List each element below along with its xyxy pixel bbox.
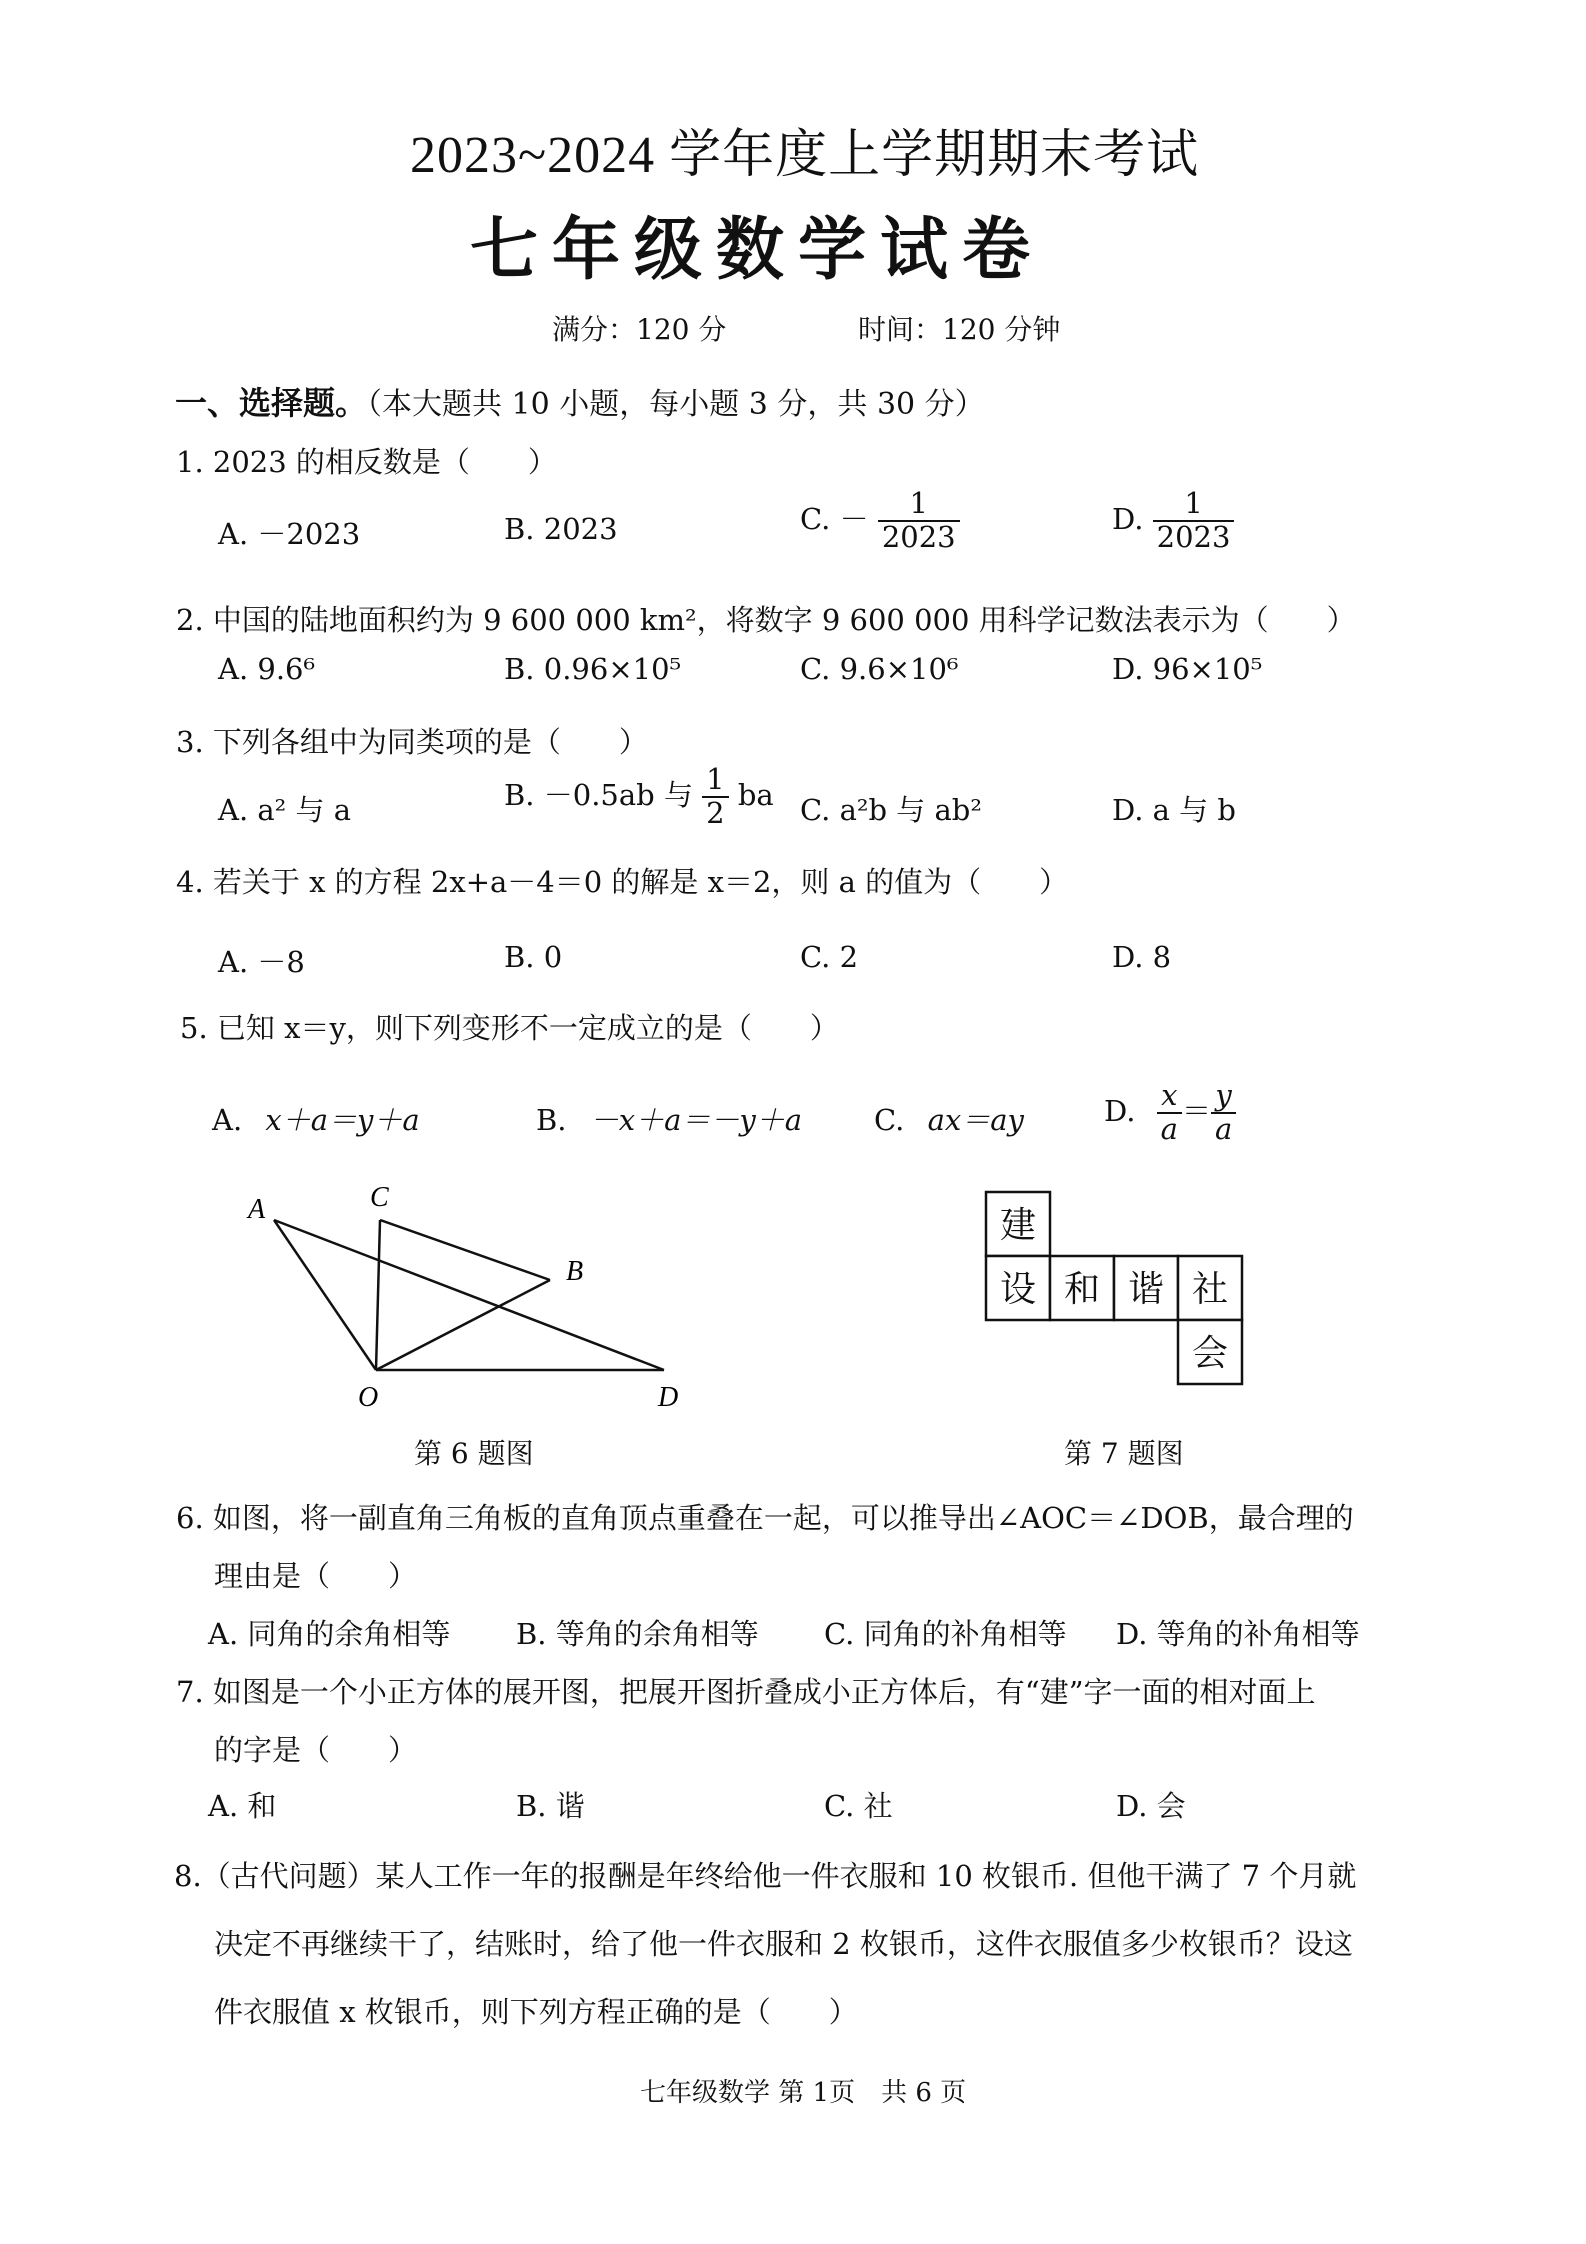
q5-d-numerator-x: x (1161, 1078, 1178, 1112)
q7-stem-line2: 的字是（ ） (214, 1733, 418, 1767)
figure-6-caption: 第 6 题图 (414, 1437, 534, 1470)
q4-option-c: C. 2 (800, 940, 859, 974)
section-note: （本大题共 10 小题，每小题 3 分，共 30 分） (367, 387, 985, 422)
figure-7-caption: 第 7 题图 (1064, 1437, 1184, 1470)
cube-char-2: 设 (999, 1269, 1037, 1310)
page-footer: 七年级数学 第 1页 共 6 页 (640, 2078, 967, 2108)
q5-option-c-expr: ax＝ay (927, 1103, 1024, 1137)
q6-stem-line2: 理由是（ ） (214, 1559, 418, 1593)
q6-option-b: B. 等角的余角相等 (516, 1617, 759, 1651)
q4-option-d: D. 8 (1112, 940, 1172, 974)
label-a: A (248, 1194, 266, 1225)
q3-option-b (504, 764, 774, 830)
q3-option-b-fraction (702, 764, 728, 830)
q5-d-fraction-right (1211, 1080, 1236, 1146)
q4-option-b: B. 0 (504, 940, 563, 974)
label-o: O (358, 1382, 379, 1413)
q3-b-denominator: 2 (702, 796, 728, 830)
label-b: B (566, 1256, 584, 1287)
q5-option-c (874, 1098, 1024, 1139)
q5-d-numerator-y: y (1215, 1078, 1232, 1112)
q5-option-c-label: C. (874, 1103, 905, 1137)
q1-option-c-fraction (878, 488, 960, 554)
q3-option-b-suffix: ba (737, 777, 774, 812)
q1-option-d-prefix: D. (1112, 501, 1153, 536)
q5-option-d (1104, 1080, 1236, 1146)
cube-char-1: 建 (999, 1205, 1037, 1246)
q1-d-numerator: 1 (1184, 486, 1203, 520)
q1-option-d (1112, 488, 1234, 554)
q1-c-denominator: 2023 (878, 520, 960, 554)
figure-7-cube-net (980, 1186, 1250, 1392)
q5-d-equals: ＝ (1181, 1093, 1211, 1128)
q5-d-denominator-a2: a (1211, 1112, 1236, 1146)
line-a-d (274, 1220, 664, 1370)
exam-title: 2023~2024 学年度上学期期末考试 (410, 127, 1200, 184)
q5-option-b (536, 1098, 802, 1139)
label-c: C (370, 1182, 389, 1213)
q5-option-b-expr: －x＋a＝－y＋a (589, 1103, 803, 1137)
q2-option-a: A. 9.6⁶ (218, 652, 316, 686)
q6-option-a: A. 同角的余角相等 (208, 1617, 451, 1651)
q8-line3: 件衣服值 x 枚银币，则下列方程正确的是（ ） (214, 1995, 858, 2029)
q6-option-d: D. 等角的补角相等 (1116, 1617, 1360, 1651)
q1-option-d-fraction (1153, 488, 1235, 554)
q2-option-b: B. 0.96×10⁵ (504, 652, 682, 686)
q5-stem: 5. 已知 x＝y，则下列变形不一定成立的是（ ） (180, 1011, 839, 1045)
line-c-o (376, 1220, 380, 1370)
q8-line1: 8.（古代问题）某人工作一年的报酬是年终给他一件衣服和 10 枚银币. 但他干满了 7 个月就 (174, 1859, 1357, 1893)
q3-option-c: C. a²b 与 ab² (800, 793, 982, 827)
q2-stem: 2. 中国的陆地面积约为 9 600 000 km²，将数字 9 600 000 用科学记数法表示为（ ） (176, 603, 1356, 637)
q4-stem: 4. 若关于 x 的方程 2x+a－4＝0 的解是 x＝2，则 a 的值为（ ） (176, 865, 1069, 899)
q3-stem: 3. 下列各组中为同类项的是（ ） (176, 725, 648, 759)
q7-stem-line1: 7. 如图是一个小正方体的展开图，把展开图折叠成小正方体后，有“建”字一面的相对面上 (176, 1675, 1316, 1709)
q5-option-d-label: D. (1104, 1093, 1136, 1128)
q1-option-b: B. 2023 (504, 512, 618, 546)
q7-option-a: A. 和 (208, 1789, 277, 1823)
q7-option-c: C. 社 (824, 1789, 893, 1823)
time-limit: 时间：120 分钟 (858, 313, 1061, 346)
q1-stem: 1. 2023 的相反数是（ ） (176, 445, 557, 479)
q1-option-c (800, 488, 960, 554)
q1-option-c-prefix: C. － (800, 501, 869, 536)
label-d: D (658, 1382, 679, 1413)
section-title: 一、选择题。 (175, 384, 368, 422)
q3-option-a: A. a² 与 a (218, 793, 352, 827)
q4-option-a: A. －8 (218, 945, 305, 979)
section-heading (175, 378, 985, 424)
q5-d-denominator-a1: a (1157, 1112, 1182, 1146)
q3-option-b-prefix: B. －0.5ab 与 (504, 777, 693, 812)
q5-option-a-expr: x＋a＝y＋a (265, 1103, 420, 1137)
q2-option-d: D. 96×10⁵ (1112, 652, 1263, 686)
q6-stem-line1: 6. 如图，将一副直角三角板的直角顶点重叠在一起，可以推导出∠AOC＝∠DOB，最合理的 (176, 1501, 1354, 1535)
q1-option-a: A. －2023 (218, 517, 361, 551)
q1-c-numerator: 1 (909, 486, 928, 520)
line-a-o (274, 1220, 376, 1370)
cube-char-5: 社 (1191, 1269, 1229, 1310)
figure-6-triangles (230, 1170, 710, 1420)
q7-option-d: D. 会 (1116, 1789, 1186, 1823)
q5-option-b-label: B. (536, 1103, 567, 1137)
q3-b-numerator: 1 (706, 762, 725, 796)
cube-char-3: 和 (1063, 1269, 1101, 1310)
q3-option-d: D. a 与 b (1112, 793, 1236, 827)
exam-subtitle: 七年级数学试卷 (470, 211, 1045, 290)
cube-char-6: 会 (1191, 1333, 1229, 1374)
q6-option-c: C. 同角的补角相等 (824, 1617, 1067, 1651)
q5-option-a (212, 1098, 420, 1139)
q8-line2: 决定不再继续干了，结账时，给了他一件衣服和 2 枚银币，这件衣服值多少枚银币？设这 (214, 1927, 1353, 1961)
q5-d-fraction-left (1157, 1080, 1182, 1146)
q7-option-b: B. 谐 (516, 1789, 585, 1823)
q2-option-c: C. 9.6×10⁶ (800, 652, 959, 686)
cube-char-4: 谐 (1127, 1269, 1165, 1310)
full-score: 满分：120 分 (552, 313, 727, 346)
q5-option-a-label: A. (212, 1103, 243, 1137)
q1-d-denominator: 2023 (1153, 520, 1235, 554)
